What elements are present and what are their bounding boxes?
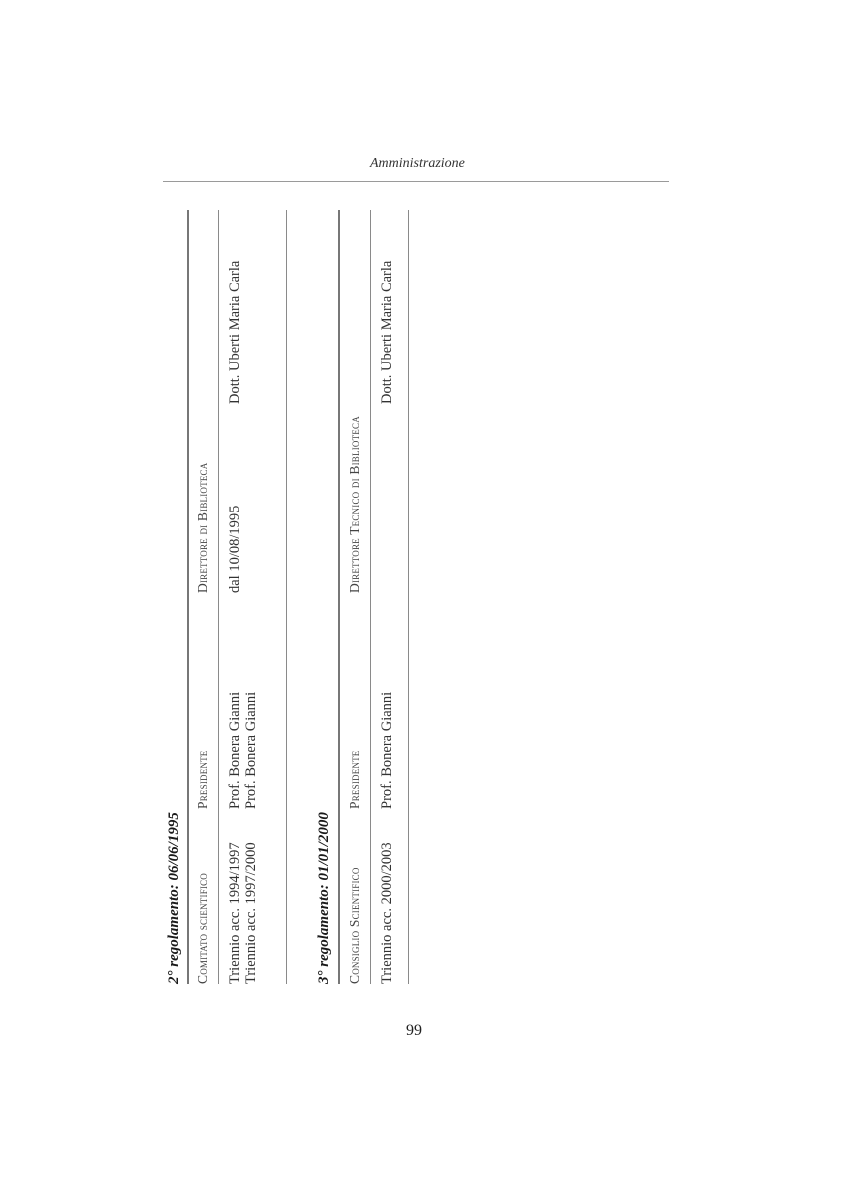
header-presidente: Presidente — [195, 750, 210, 809]
header-direttore-biblioteca: Direttore di Biblioteca — [195, 462, 210, 593]
table-cell: Dott. Uberti Maria Carla — [379, 260, 395, 404]
table-cell: Triennio acc. 1997/2000 — [243, 842, 259, 984]
table-top-rule — [187, 210, 189, 984]
rotated-table-block — [163, 210, 423, 984]
page-number: 99 — [406, 1022, 422, 1039]
table-bottom-rule — [408, 210, 409, 984]
table-cell: Prof. Bonera Gianni — [243, 691, 259, 809]
header-rule — [163, 181, 669, 182]
header-rule — [218, 210, 219, 984]
table-cell: Prof. Bonera Gianni — [379, 691, 395, 809]
running-head: Amministrazione — [370, 156, 465, 171]
table-top-rule — [338, 210, 340, 984]
table-cell: Triennio acc. 2000/2003 — [379, 842, 395, 984]
header-direttore-tecnico-biblioteca: Direttore Tecnico di Biblioteca — [347, 416, 362, 593]
header-rule — [370, 210, 371, 984]
table-cell: Triennio acc. 1994/1997 — [227, 842, 243, 984]
header-comitato-scientifico: Comitato scientifico — [195, 873, 210, 984]
header-presidente: Presidente — [347, 750, 362, 809]
table-cell: Dott. Uberti Maria Carla — [227, 260, 243, 404]
header-consiglio-scientifico: Consiglio Scientifico — [347, 867, 362, 984]
section-title: 2° regolamento: 06/06/1995 — [166, 812, 182, 984]
section-title: 3° regolamento: 01/01/2000 — [316, 812, 332, 984]
table-cell: Prof. Bonera Gianni — [227, 691, 243, 809]
table-cell: dal 10/08/1995 — [227, 505, 243, 593]
table-bottom-rule — [286, 210, 287, 984]
